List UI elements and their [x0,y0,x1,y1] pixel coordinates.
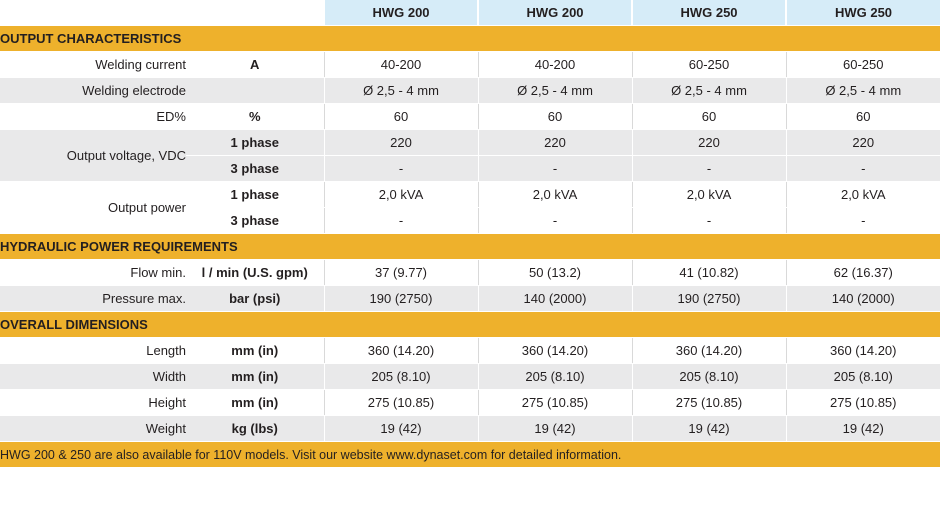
table-cell: 220 [786,130,940,156]
table-cell: 2,0 kVA [324,182,478,208]
row-unit: mm (in) [186,390,324,416]
table-cell: 275 (10.85) [478,390,632,416]
table-cell: 205 (8.10) [786,364,940,390]
table-cell: 62 (16.37) [786,260,940,286]
table-cell: 19 (42) [786,416,940,442]
row-label: Length [0,338,186,364]
row-unit: l / min (U.S. gpm) [186,260,324,286]
table-cell: Ø 2,5 - 4 mm [478,78,632,104]
table-cell: 205 (8.10) [478,364,632,390]
table-cell: - [632,156,786,182]
model-header: HWG 250 [632,0,786,26]
table-cell: 360 (14.20) [478,338,632,364]
table-cell: 19 (42) [324,416,478,442]
table-row [0,78,940,104]
table-cell: 275 (10.85) [632,390,786,416]
row-label: Pressure max. [0,286,186,312]
table-row [0,338,940,364]
table-cell: 2,0 kVA [478,182,632,208]
table-cell: 140 (2000) [478,286,632,312]
table-cell: 60-250 [632,52,786,78]
table-row [0,286,940,312]
row-label: ED% [0,104,186,130]
table-cell: 220 [324,130,478,156]
table-row [0,130,940,156]
table-row [0,182,940,208]
section-header-output [0,26,940,52]
table-cell: 275 (10.85) [786,390,940,416]
table-cell: Ø 2,5 - 4 mm [786,78,940,104]
table-cell: 60-250 [786,52,940,78]
table-cell: 2,0 kVA [632,182,786,208]
row-label: Output voltage, VDC [0,130,186,182]
model-header: HWG 250 [786,0,940,26]
table-cell: - [478,156,632,182]
row-unit: 1 phase [186,130,324,156]
row-unit: 1 phase [186,182,324,208]
footer-note-row [0,442,940,468]
model-header-row [0,0,940,26]
table-cell: - [632,208,786,234]
row-unit: % [186,104,324,130]
table-cell: 190 (2750) [324,286,478,312]
row-unit: mm (in) [186,338,324,364]
row-unit: mm (in) [186,364,324,390]
section-title: HYDRAULIC POWER REQUIREMENTS [0,234,940,260]
table-cell: 360 (14.20) [786,338,940,364]
row-label: Welding electrode [0,78,186,104]
table-cell: 220 [478,130,632,156]
row-label: Flow min. [0,260,186,286]
table-cell: 19 (42) [632,416,786,442]
table-cell: 205 (8.10) [632,364,786,390]
table-cell: 360 (14.20) [632,338,786,364]
model-header: HWG 200 [324,0,478,26]
table-cell: 41 (10.82) [632,260,786,286]
row-unit: 3 phase [186,208,324,234]
table-cell: - [324,156,478,182]
row-label: Output power [0,182,186,234]
table-cell: Ø 2,5 - 4 mm [324,78,478,104]
table-cell: 40-200 [324,52,478,78]
row-unit [186,78,324,104]
table-cell: 140 (2000) [786,286,940,312]
table-cell: 50 (13.2) [478,260,632,286]
table-cell: 275 (10.85) [324,390,478,416]
section-title: OVERALL DIMENSIONS [0,312,940,338]
table-cell: 190 (2750) [632,286,786,312]
table-cell: 60 [632,104,786,130]
model-header: HWG 200 [478,0,632,26]
table-row [0,390,940,416]
table-row [0,52,940,78]
row-unit: bar (psi) [186,286,324,312]
row-unit: A [186,52,324,78]
table-row [0,364,940,390]
row-label: Welding current [0,52,186,78]
table-cell: Ø 2,5 - 4 mm [632,78,786,104]
table-cell: 60 [324,104,478,130]
table-cell: - [478,208,632,234]
table-cell: 19 (42) [478,416,632,442]
section-header-hydraulic [0,234,940,260]
table-cell: 60 [478,104,632,130]
table-cell: 60 [786,104,940,130]
table-cell: - [786,156,940,182]
row-label: Height [0,390,186,416]
table-cell: 205 (8.10) [324,364,478,390]
section-title: OUTPUT CHARACTERISTICS [0,26,940,52]
table-cell: - [786,208,940,234]
table-cell: - [324,208,478,234]
section-header-dimensions [0,312,940,338]
table-row [0,104,940,130]
table-row [0,260,940,286]
table-cell: 2,0 kVA [786,182,940,208]
footer-note: HWG 200 & 250 are also available for 110V models. Visit our website www.dynaset.com for detailed information. [0,442,940,468]
table-cell: 40-200 [478,52,632,78]
row-label: Weight [0,416,186,442]
table-cell: 360 (14.20) [324,338,478,364]
row-unit: 3 phase [186,156,324,182]
table-row [0,416,940,442]
table-cell: 220 [632,130,786,156]
row-unit: kg (lbs) [186,416,324,442]
row-label: Width [0,364,186,390]
table-cell: 37 (9.77) [324,260,478,286]
